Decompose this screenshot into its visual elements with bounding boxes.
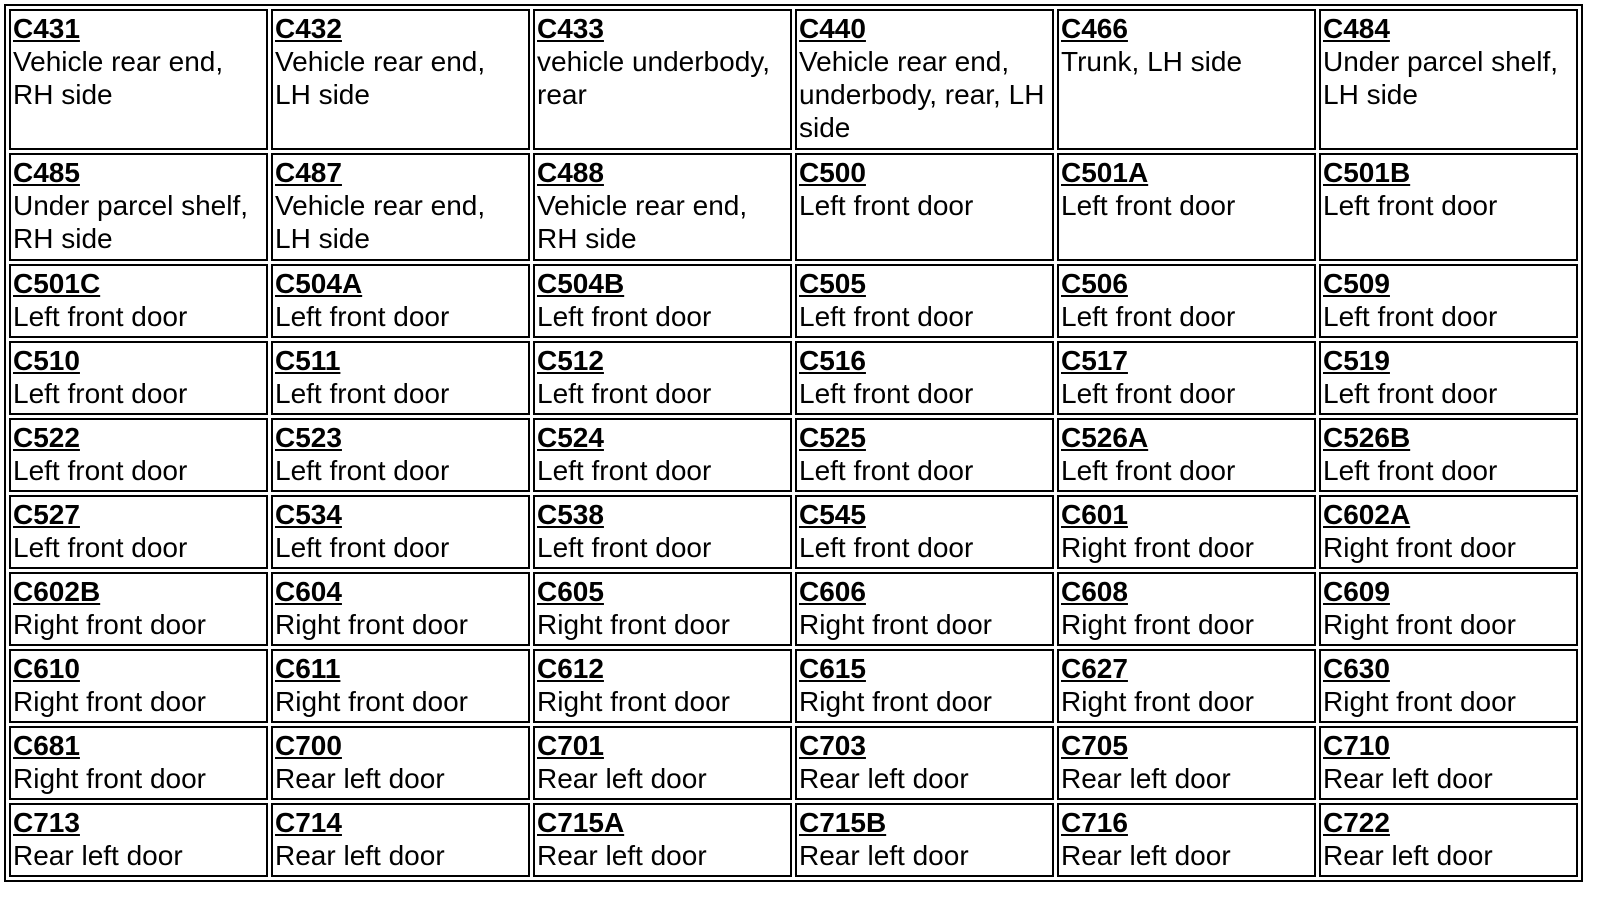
connector-code-link[interactable]: C602B	[13, 576, 101, 607]
connector-cell	[795, 9, 1054, 150]
connector-code-link[interactable]: C501C	[13, 268, 101, 299]
connector-code-link[interactable]: C615	[799, 653, 866, 684]
connector-location: Left front door	[13, 455, 188, 486]
connector-code-link[interactable]: C431	[13, 13, 80, 44]
connector-cell	[1057, 803, 1316, 877]
connector-location: Right front door	[1323, 532, 1516, 563]
connector-cell	[1057, 649, 1316, 723]
connector-code-link[interactable]: C488	[537, 157, 604, 188]
connector-location: Vehicle rear end, RH side	[13, 46, 224, 110]
connector-code-link[interactable]: C710	[1323, 730, 1390, 761]
connector-code-link[interactable]: C500	[799, 157, 866, 188]
connector-code-link[interactable]: C608	[1061, 576, 1128, 607]
connector-code-link[interactable]: C501A	[1061, 157, 1149, 188]
connector-code-link[interactable]: C714	[275, 807, 342, 838]
connector-code-link[interactable]: C433	[537, 13, 604, 44]
connector-location: Right front door	[275, 686, 468, 717]
connector-location: Left front door	[537, 378, 712, 409]
connector-cell	[9, 495, 268, 569]
connector-location: Left front door	[13, 301, 188, 332]
connector-code-link[interactable]: C523	[275, 422, 342, 453]
connector-code-link[interactable]: C527	[13, 499, 80, 530]
connector-cell	[271, 495, 530, 569]
connector-location: Right front door	[1323, 686, 1516, 717]
connector-location: Left front door	[275, 532, 450, 563]
connector-location: vehicle underbody, rear	[537, 46, 770, 110]
connector-cell	[795, 495, 1054, 569]
connector-cell	[795, 264, 1054, 338]
connector-code-link[interactable]: C538	[537, 499, 604, 530]
connector-code-link[interactable]: C511	[275, 345, 341, 376]
connector-code-link[interactable]: C509	[1323, 268, 1390, 299]
connector-cell	[9, 341, 268, 415]
connector-cell	[9, 9, 268, 150]
connector-code-link[interactable]: C524	[537, 422, 604, 453]
connector-cell	[795, 726, 1054, 800]
connector-cell	[1319, 495, 1578, 569]
connector-cell	[1057, 495, 1316, 569]
connector-location: Rear left door	[799, 763, 969, 794]
connector-code-link[interactable]: C681	[13, 730, 80, 761]
connector-cell	[1319, 803, 1578, 877]
connector-location: Vehicle rear end, LH side	[275, 46, 486, 110]
connector-code-link[interactable]: C545	[799, 499, 866, 530]
connector-location: Left front door	[13, 532, 188, 563]
connector-code-link[interactable]: C526A	[1061, 422, 1149, 453]
connector-location: Vehicle rear end, RH side	[537, 190, 748, 254]
connector-code-link[interactable]: C526B	[1323, 422, 1411, 453]
connector-location: Left front door	[275, 301, 450, 332]
table-row	[9, 649, 1578, 723]
connector-cell	[533, 649, 792, 723]
connector-location: Under parcel shelf, RH side	[13, 190, 249, 254]
connector-cell	[9, 803, 268, 877]
connector-location: Left front door	[1061, 190, 1236, 221]
connector-location: Right front door	[537, 686, 730, 717]
connector-code-link[interactable]: C487	[275, 157, 342, 188]
connector-location: Left front door	[1323, 190, 1498, 221]
table-row	[9, 341, 1578, 415]
connector-code-link[interactable]: C611	[275, 653, 341, 684]
connector-location: Left front door	[1061, 378, 1236, 409]
connector-code-link[interactable]: C612	[537, 653, 604, 684]
connector-cell	[795, 803, 1054, 877]
connector-location: Rear left door	[537, 763, 707, 794]
connector-cell	[271, 649, 530, 723]
connector-cell	[1057, 153, 1316, 261]
table-row	[9, 572, 1578, 646]
connector-location: Left front door	[799, 378, 974, 409]
connector-location: Rear left door	[275, 763, 445, 794]
connector-cell	[533, 418, 792, 492]
connector-code-link[interactable]: C505	[799, 268, 866, 299]
connector-location: Rear left door	[1323, 763, 1493, 794]
connector-code-link[interactable]: C516	[799, 345, 866, 376]
connector-code-link[interactable]: C440	[799, 13, 866, 44]
connector-location: Left front door	[799, 455, 974, 486]
connector-code-link[interactable]: C602A	[1323, 499, 1411, 530]
connector-code-link[interactable]: C517	[1061, 345, 1128, 376]
connector-cell	[1319, 341, 1578, 415]
table-row	[9, 153, 1578, 261]
connector-cell	[795, 572, 1054, 646]
connector-cell	[795, 341, 1054, 415]
connector-location: Left front door	[1323, 455, 1498, 486]
connector-code-link[interactable]: C504A	[275, 268, 363, 299]
table-row	[9, 803, 1578, 877]
connector-code-link[interactable]: C627	[1061, 653, 1128, 684]
connector-location: Vehicle rear end, underbody, rear, LH side	[799, 46, 1045, 143]
connector-cell	[1057, 726, 1316, 800]
connector-cell	[9, 153, 268, 261]
connector-cell	[533, 495, 792, 569]
connector-location: Left front door	[1323, 378, 1498, 409]
connector-code-link[interactable]: C522	[13, 422, 80, 453]
connector-code-link[interactable]: C716	[1061, 807, 1128, 838]
connector-location: Left front door	[275, 378, 450, 409]
connector-location: Left front door	[537, 532, 712, 563]
connector-location: Left front door	[275, 455, 450, 486]
connector-location: Right front door	[537, 609, 730, 640]
connector-cell	[1319, 418, 1578, 492]
connector-cell	[533, 341, 792, 415]
connector-location: Right front door	[13, 609, 206, 640]
connector-cell	[271, 726, 530, 800]
connector-cell	[1319, 153, 1578, 261]
connector-code-link[interactable]: C525	[799, 422, 866, 453]
connector-cell	[795, 418, 1054, 492]
connector-location: Right front door	[1061, 609, 1254, 640]
connector-location: Left front door	[1323, 301, 1498, 332]
connector-code-link[interactable]: C485	[13, 157, 80, 188]
connector-location: Right front door	[275, 609, 468, 640]
table-row	[9, 418, 1578, 492]
connector-code-link[interactable]: C510	[13, 345, 80, 376]
connector-cell	[271, 9, 530, 150]
connector-location: Rear left door	[1061, 763, 1231, 794]
connector-code-link[interactable]: C504B	[537, 268, 625, 299]
connector-code-link[interactable]: C534	[275, 499, 342, 530]
connector-location: Right front door	[1323, 609, 1516, 640]
connector-location: Rear left door	[275, 840, 445, 871]
connector-cell	[271, 153, 530, 261]
connector-cell	[1319, 572, 1578, 646]
connector-code-link[interactable]: C715B	[799, 807, 887, 838]
connector-code-link[interactable]: C700	[275, 730, 342, 761]
connector-location: Left front door	[1061, 455, 1236, 486]
connector-code-link[interactable]: C609	[1323, 576, 1390, 607]
connector-cell	[1057, 418, 1316, 492]
connector-cell	[271, 572, 530, 646]
connector-code-link[interactable]: C605	[537, 576, 604, 607]
connector-location: Left front door	[13, 378, 188, 409]
connector-code-link[interactable]: C519	[1323, 345, 1390, 376]
connector-code-link[interactable]: C715A	[537, 807, 625, 838]
connector-code-link[interactable]: C630	[1323, 653, 1390, 684]
connector-code-link[interactable]: C606	[799, 576, 866, 607]
connector-location: Right front door	[13, 763, 206, 794]
connector-location: Right front door	[799, 609, 992, 640]
connector-code-link[interactable]: C466	[1061, 13, 1128, 44]
connector-table-body	[9, 9, 1578, 877]
connector-location: Left front door	[799, 190, 974, 221]
connector-cell	[9, 726, 268, 800]
connector-code-link[interactable]: C501B	[1323, 157, 1411, 188]
connector-location-table	[4, 4, 1583, 882]
connector-location: Rear left door	[799, 840, 969, 871]
connector-code-link[interactable]: C722	[1323, 807, 1390, 838]
connector-cell	[9, 418, 268, 492]
connector-code-link[interactable]: C703	[799, 730, 866, 761]
connector-cell	[1319, 726, 1578, 800]
connector-cell	[9, 572, 268, 646]
connector-location: Left front door	[1061, 301, 1236, 332]
connector-cell	[1057, 9, 1316, 150]
connector-location: Vehicle rear end, LH side	[275, 190, 486, 254]
connector-location: Left front door	[799, 301, 974, 332]
connector-cell	[533, 726, 792, 800]
connector-cell	[271, 264, 530, 338]
connector-cell	[795, 153, 1054, 261]
connector-cell	[271, 803, 530, 877]
table-row	[9, 9, 1578, 150]
table-row	[9, 726, 1578, 800]
connector-cell	[271, 341, 530, 415]
connector-location: Rear left door	[1323, 840, 1493, 871]
connector-location: Rear left door	[537, 840, 707, 871]
connector-cell	[533, 9, 792, 150]
connector-cell	[533, 153, 792, 261]
table-row	[9, 264, 1578, 338]
connector-code-link[interactable]: C705	[1061, 730, 1128, 761]
connector-location: Rear left door	[1061, 840, 1231, 871]
connector-code-link[interactable]: C506	[1061, 268, 1128, 299]
connector-location: Left front door	[537, 455, 712, 486]
connector-cell	[1057, 572, 1316, 646]
connector-cell	[533, 803, 792, 877]
connector-cell	[533, 264, 792, 338]
connector-code-link[interactable]: C610	[13, 653, 80, 684]
connector-cell	[1057, 264, 1316, 338]
connector-location: Right front door	[799, 686, 992, 717]
connector-cell	[271, 418, 530, 492]
table-row	[9, 495, 1578, 569]
connector-cell	[9, 649, 268, 723]
connector-location: Under parcel shelf, LH side	[1323, 46, 1559, 110]
connector-code-link[interactable]: C512	[537, 345, 604, 376]
connector-code-link[interactable]: C601	[1061, 499, 1128, 530]
connector-code-link[interactable]: C604	[275, 576, 342, 607]
connector-cell	[1319, 649, 1578, 723]
connector-location: Trunk, LH side	[1061, 46, 1243, 77]
connector-location: Right front door	[1061, 686, 1254, 717]
connector-code-link[interactable]: C432	[275, 13, 342, 44]
connector-cell	[9, 264, 268, 338]
connector-cell	[1319, 264, 1578, 338]
connector-code-link[interactable]: C484	[1323, 13, 1390, 44]
connector-cell	[1057, 341, 1316, 415]
connector-cell	[795, 649, 1054, 723]
connector-code-link[interactable]: C713	[13, 807, 80, 838]
connector-code-link[interactable]: C701	[537, 730, 604, 761]
connector-location: Right front door	[1061, 532, 1254, 563]
connector-cell	[533, 572, 792, 646]
connector-location: Left front door	[799, 532, 974, 563]
connector-location: Left front door	[537, 301, 712, 332]
connector-location: Right front door	[13, 686, 206, 717]
connector-location: Rear left door	[13, 840, 183, 871]
connector-cell	[1319, 9, 1578, 150]
